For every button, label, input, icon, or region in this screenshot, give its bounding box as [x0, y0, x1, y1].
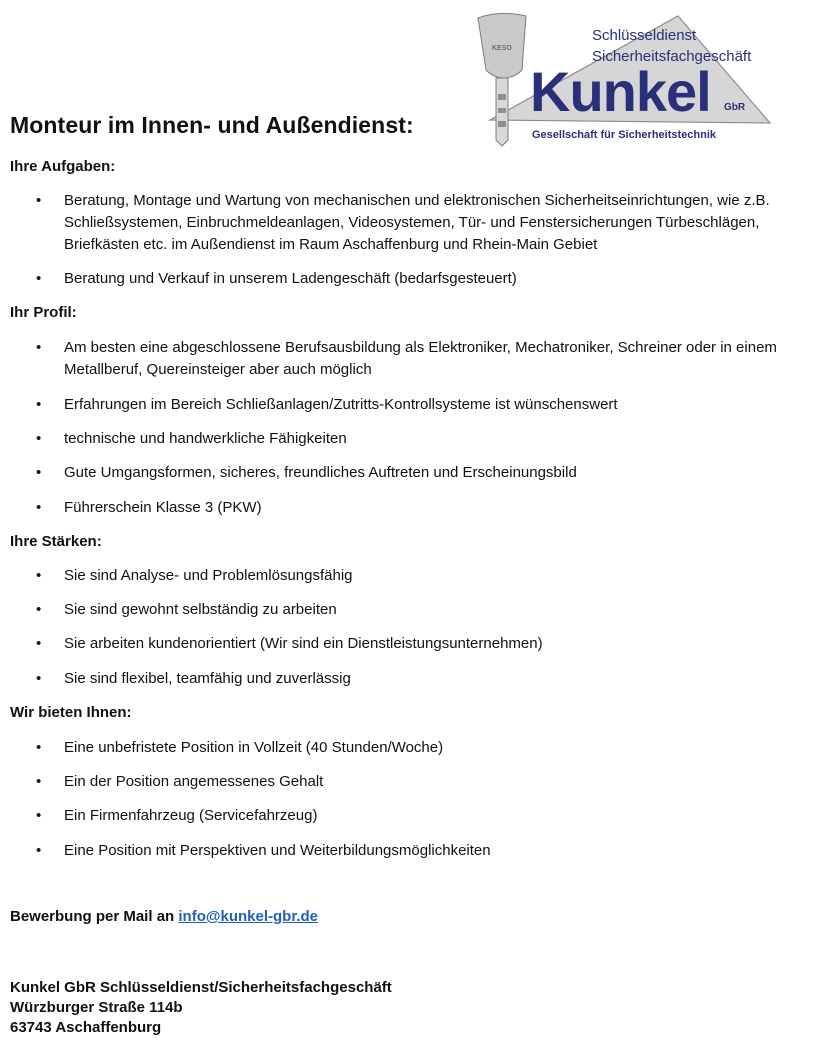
list-item: Beratung, Montage und Wartung von mechanischen und elektronischen Sicherheitseinrichtungen, wie z.B. Schließsystemen, Einbruchmeldeanlagen, Videosystemen, Tür- und Fenstersicherungen Türbeschlägen, Briefkästen etc. im Außendienst im Raum Aschaffenburg und Rhein-Main Gebiet — [64, 192, 770, 253]
bullet-icon: • — [36, 842, 42, 859]
bullet-icon: • — [36, 635, 42, 652]
address-street: Würzburger Straße 114b — [10, 999, 183, 1016]
list-item: Eine unbefristete Position in Vollzeit (40 Stunden/Woche) — [64, 739, 444, 756]
logo-suffix: GbR — [724, 102, 746, 113]
bullet-icon: • — [36, 270, 42, 287]
section-heading-profil: Ihr Profil: — [10, 304, 77, 321]
bullet-icon: • — [36, 739, 42, 756]
list-item: Am besten eine abgeschlossene Berufsausbildung als Elektroniker, Mechatroniker, Schreiner oder in einem Metallberuf, Quereinsteiger aber auch möglich — [64, 339, 777, 378]
bullet-icon: • — [36, 192, 42, 209]
logo-tagline: Gesellschaft für Sicherheitstechnik — [532, 129, 717, 141]
application-text: Bewerbung per Mail an — [10, 908, 175, 925]
bullet-icon: • — [36, 773, 42, 790]
list-item: Beratung und Verkauf in unserem Ladengeschäft (bedarfsgesteuert) — [64, 270, 517, 287]
list-item: Führerschein Klasse 3 (PKW) — [64, 499, 262, 516]
bullet-icon: • — [36, 464, 42, 481]
logo-line-1: Schlüsseldienst — [592, 27, 697, 44]
address-city: 63743 Aschaffenburg — [10, 1019, 162, 1036]
list-item: Erfahrungen im Bereich Schließanlagen/Zutritts-Kontrollsysteme ist wünschenswert — [64, 396, 618, 413]
key-icon — [478, 13, 526, 146]
address-company: Kunkel GbR Schlüsseldienst/Sicherheitsfachgeschäft — [10, 979, 392, 996]
bullet-icon: • — [36, 499, 42, 516]
bullet-icon: • — [36, 670, 42, 687]
section-heading-staerken: Ihre Stärken: — [10, 533, 102, 550]
bullet-icon: • — [36, 601, 42, 618]
logo-name: Kunkel — [530, 60, 711, 123]
bullet-icon: • — [36, 567, 42, 584]
email-link[interactable]: info@kunkel-gbr.de — [178, 908, 319, 925]
list-item: Sie sind Analyse- und Problemlösungsfähig — [64, 567, 353, 584]
list-item: Ein Firmenfahrzeug (Servicefahrzeug) — [64, 807, 318, 824]
list-item: Sie sind gewohnt selbständig zu arbeiten — [64, 601, 337, 618]
application-line — [10, 908, 318, 925]
bullet-icon: • — [36, 396, 42, 413]
bullet-icon: • — [36, 807, 42, 824]
logo-graphic — [470, 8, 788, 150]
bullet-icon: • — [36, 339, 42, 356]
list-item: Sie sind flexibel, teamfähig und zuverlässig — [64, 670, 351, 687]
company-logo — [470, 8, 788, 150]
bullet-icon: • — [36, 430, 42, 447]
list-item: Eine Position mit Perspektiven und Weiterbildungsmöglichkeiten — [64, 842, 491, 859]
list-item: Ein der Position angemessenes Gehalt — [64, 773, 324, 790]
svg-text:KESO: KESO — [492, 45, 512, 52]
list-item: Sie arbeiten kundenorientiert (Wir sind ein Dienstleistungsunternehmen) — [64, 635, 543, 652]
section-heading-aufgaben: Ihre Aufgaben: — [10, 158, 116, 175]
list-item: technische und handwerkliche Fähigkeiten — [64, 430, 347, 447]
list-item: Gute Umgangsformen, sicheres, freundliches Auftreten und Erscheinungsbild — [64, 464, 577, 481]
logo-line-2: Sicherheitsfachgeschäft — [592, 48, 752, 65]
section-heading-angebot: Wir bieten Ihnen: — [10, 704, 132, 721]
page-title: Monteur im Innen- und Außendienst: — [10, 112, 414, 138]
